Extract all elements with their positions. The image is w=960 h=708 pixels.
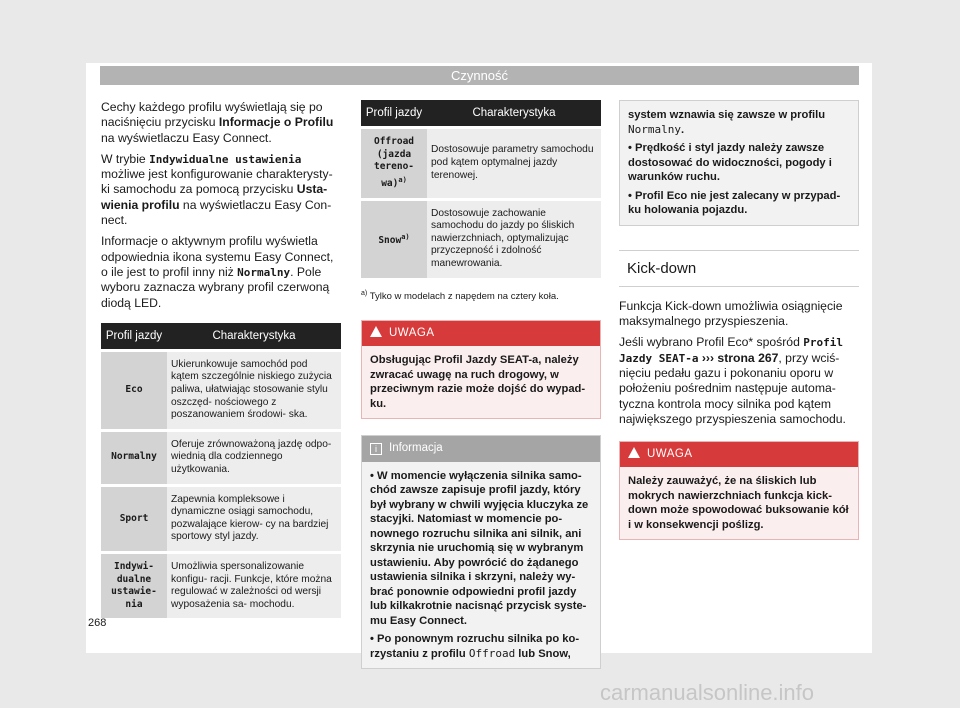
table-row: Normalny Oferuje zrównoważoną jazdę odpo- wiednią dla codziennego użytkowania. xyxy=(101,432,341,484)
warning-box-kickdown: UWAGA Należy zauważyć, że na śliskich lub mokrych nawierzchniach funkcja kick- down może spowodować buksowanie kół i w konsekwencji poślizg. xyxy=(619,441,859,540)
info-bullet: • Profil Eco nie jest zalecany w przypad- ku holowania pojazdu. xyxy=(628,189,841,216)
info-bullet: • Prędkość i styl jazdy należy zawsze dostosować do widoczności, pogody i warunków ruchu. xyxy=(628,142,832,183)
info-bullet: • W momencie wyłączenia silnika samo- chód zawsze zapisuje profil jazdy, który był wybrany w chwili wyjęcia kluczyka ze stacyjki. Natomiast w momencie po- nownego rozruchu silnika ani silnik, ani skrzynia nie uruchomią się w wybranym ustawieniu. Aby powrócić do żądanego ustawienia silnika i skrzyni, należy wy- brać ponownie odpowiedni profil jazdy lub kilkakrotnie nacisnąć przycisk syste- mu Easy Connect. xyxy=(370,469,589,627)
info-box-continued: system wznawia się zawsze w profilu Normalny. • Prędkość i styl jazdy należy zawsze dostosować do widoczności, pogody i warunków ruchu. • Profil Eco nie jest zalecany w przypad- ku holowania pojazdu. xyxy=(619,100,859,226)
column-3 xyxy=(619,100,859,540)
table-row: Indywi- dualne ustawie- nia Umożliwia spersonalizowanie konfigu- racji. Funkcje, które można regulować w zależności od wersji wyposażenia sa- mochodu. xyxy=(101,554,341,618)
info-icon: i xyxy=(370,443,382,455)
offroad-table xyxy=(361,100,601,278)
profile-table xyxy=(101,323,341,619)
table-row: Snow$^{a)}$ Dostosowuje zachowanie samochodu do jazdy po śliskich nawierzchniach, optymalizując przyczepność i zdolność manewrowania. xyxy=(361,201,601,278)
table-row: Sport Zapewnia kompleksowe i dynamiczne osiągi samochodu, pozwalające kierow- cy na bardziej sportowy styl jazdy. xyxy=(101,487,341,551)
table-header-characteristic: Charakterystyka xyxy=(167,323,341,349)
table-header-characteristic: Charakterystyka xyxy=(427,100,601,126)
paragraph-profile-info: Cechy każdego profilu wyświetlają się po naciśnięciu przycisku Informacje o Profilu na wyświetlaczu Easy Connect. xyxy=(101,100,334,145)
kickdown-intro: Funkcja Kick-down umożliwia osiągnięcie maksymalnego przyspieszenia. xyxy=(619,298,843,329)
table-header-profile: Profil jazdy xyxy=(361,100,427,126)
warning-box: UWAGA Obsługując Profil Jazdy SEAT-a, należy zwracać uwagę na ruch drogowy, w przeciwnym razie może dojść do wypad- ku. xyxy=(361,320,601,419)
table-header-profile: Profil jazdy xyxy=(101,323,167,349)
page-number: 268 xyxy=(88,617,107,629)
paragraph-individual: W trybie Indywidualne ustawienia możliwe jest konfigurowanie charakterysty- ki samochodu za pomocą przycisku Usta- wienia profilu na wyświetlaczu Easy Con- nect. xyxy=(101,151,333,228)
kickdown-eco: Jeśli wybrano Profil Eco* spośród Profil Jazdy SEAT-a ››› strona 267, przy wciś- nięciu pedału gazu i pokonaniu oporu w położeniu pośrednim następuje automa- tyczna kontrola mocy silnika pod kątem największego przyspieszenia samochodu. xyxy=(619,335,846,426)
warning-triangle-icon xyxy=(370,326,382,337)
warning-triangle-icon xyxy=(628,447,640,458)
table-row: Offroad (jazda tereno- wa)$^{a)}$ Dostosowuje parametry samochodu pod kątem optymalnej jazdy terenowej. xyxy=(361,129,601,198)
info-box: i Informacja • W momencie wyłączenia silnika samo- chód zawsze zapisuje profil jazdy, który był wybrany w chwili wyjęcia kluczyka ze stacyjki. Natomiast w momencie po- nownego rozruchu silnika ani silnik, ani skrzynia nie uruchomią się w wybranym ustawieniu. Aby powrócić do żądanego ustawienia silnika i skrzyni, należy wy- brać ponownie odpowiedni profil jazdy lub kilkakrotnie nacisnąć przycisk syste- mu Easy Connect. • Po ponownym rozruchu silnika po ko- rzystaniu z profilu Offroad lub Snow, xyxy=(361,435,601,669)
table-row: Eco Ukierunkowuje samochód pod kątem szczególnie niskiego zużycia paliwa, ułatwiając stosowanie stylu oszczęd- nościowego z poszanowaniem środowi- ska. xyxy=(101,352,341,429)
section-header: Czynność xyxy=(100,66,859,85)
info-bullet: • Po ponownym rozruchu silnika po ko- rzystaniu z profilu Offroad lub Snow, xyxy=(370,633,580,660)
column-1 xyxy=(101,100,341,618)
paragraph-active-profile: Informacje o aktywnym profilu wyświetla odpowiednia ikona systemu Easy Connect, o ile jest to profil inny niż Normalny. Pole wyboru zaznacza wybrany profil czerwoną diodą LED. xyxy=(101,234,334,310)
table-footnote: $^{a)}$ Tylko w modelach z napędem na cztery koła. xyxy=(361,289,559,302)
watermark: carmanualsonline.info xyxy=(600,680,815,705)
column-2 xyxy=(361,100,601,669)
kickdown-heading: Kick-down xyxy=(619,250,859,287)
